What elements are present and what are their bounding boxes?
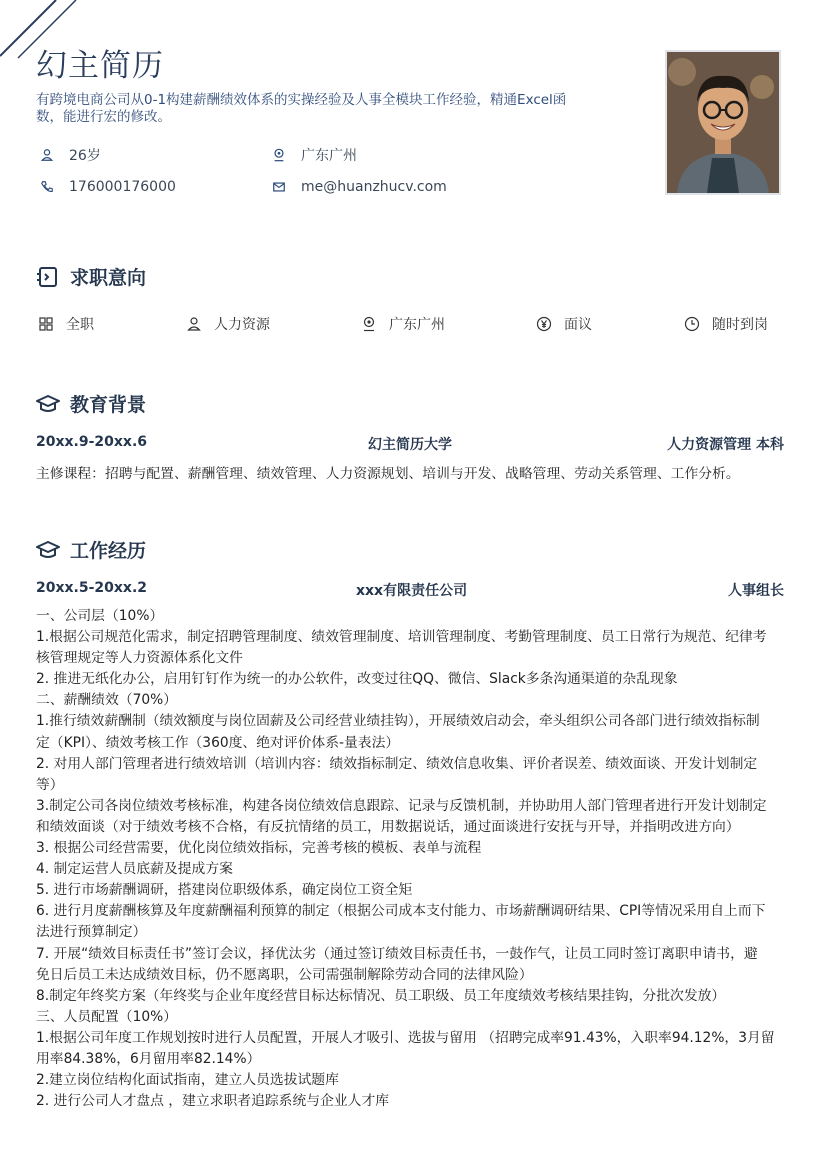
work-line: 2. 推进无纸化办公，启用钉钉作为统一的办公软件，改变过往QQ、微信、Slack多条沟通渠道的杂乱现象 (36, 671, 678, 688)
education-heading: 教育背景 (70, 394, 147, 416)
work-line: 免日后员工未达成绩效目标，仍不愿离职，公司需强制解除劳动合同的法律风险） (36, 966, 533, 983)
intent-item-city (361, 314, 445, 334)
work-description (36, 606, 784, 1112)
intent-heading: 求职意向 (70, 267, 147, 289)
work-line: 7. 开展“绩效目标责任书”签订会议，择优汰劣（通过签订绩效目标责任书，一鼓作气，让员工同时签订离职申请书，避 (36, 945, 758, 962)
location-pin-icon (272, 148, 286, 162)
intent-position-label: 人力资源 (214, 317, 270, 333)
section-work-title (36, 536, 146, 563)
work-line: 2.建立岗位结构化面试指南，建立人员选拔试题库 (36, 1072, 339, 1089)
clock-icon (684, 316, 700, 332)
email-info (272, 179, 447, 195)
work-line: 3. 根据公司经营需要，优化岗位绩效指标，完善考核的模板、表单与流程 (36, 840, 482, 857)
resume-name: 幻主简历 (36, 48, 164, 84)
work-line: 1.推行绩效薪酬制（绩效额度与岗位固薪及公司经营业绩挂钩），开展绩效启动会，牵头组织公司各部门进行绩效指标制 (36, 713, 760, 730)
section-education-title (36, 390, 146, 417)
work-position: 人事组长 (728, 583, 784, 599)
intent-job-type-label: 全职 (66, 317, 94, 333)
person-icon (40, 148, 54, 162)
phone-info (40, 179, 176, 195)
work-line: 6. 进行月度薪酬核算及年度薪酬福利预算的制定（根据公司成本支付能力、市场薪酬调研结果、CPI等情况采用自上而下 (36, 903, 766, 920)
graduation-cap-icon (36, 538, 60, 562)
email-value: me@huanzhucv.com (301, 179, 447, 195)
work-line: 法进行预算制定） (36, 924, 147, 941)
work-line: 和绩效面谈（对于绩效考核不合格，有反抗情绪的员工，用数据说话，通过面谈进行安抚与开导，并指明改进方向） (36, 818, 740, 835)
phone-value: 176000176000 (69, 179, 176, 195)
profile-photo (665, 50, 781, 195)
intent-availability-label: 随时到岗 (712, 317, 768, 333)
work-company: xxx有限责任公司 (356, 583, 468, 599)
work-line: 5. 进行市场薪酬调研，搭建岗位职级体系，确定岗位工资全矩 (36, 882, 413, 899)
portrait-icon (667, 52, 779, 193)
work-line: 等） (36, 776, 64, 793)
work-line: 二、薪酬绩效（70%） (36, 692, 178, 709)
education-major: 人力资源管理 本科 (667, 437, 784, 453)
work-heading: 工作经历 (70, 540, 147, 562)
work-line: 1.根据公司规范化需求，制定招聘管理制度、绩效管理制度、培训管理制度、考勤管理制度、员工日常行为规范、纪律考 (36, 629, 767, 646)
intent-item-position (186, 314, 270, 334)
education-courses: 主修课程：招聘与配置、薪酬管理、绩效管理、人力资源规划、培训与开发、战略管理、劳动关系管理、工作分析。 (36, 466, 740, 482)
intent-item-salary (536, 314, 592, 334)
work-line: 8.制定年终奖方案（年终奖与企业年度经营目标达标情况、员工职级、员工年度绩效考核结果挂钩，分批次发放） (36, 987, 726, 1004)
location-info (272, 145, 357, 165)
intent-item-availability (684, 314, 768, 334)
intent-item-job-type (38, 314, 94, 334)
work-line: 1.根据公司年度工作规划按时进行人员配置，开展人才吸引、选拔与留用 （招聘完成率91.43%，入职率94.12%，3月留 (36, 1029, 775, 1046)
age-info (40, 145, 101, 165)
work-period: 20xx.5-20xx.2 (36, 580, 148, 596)
graduation-cap-icon (36, 392, 60, 416)
education-school: 幻主简历大学 (368, 437, 452, 453)
section-intent-title (36, 263, 146, 290)
intent-city-label: 广东广州 (389, 317, 445, 333)
work-line: 4. 制定运营人员底薪及提成方案 (36, 861, 233, 878)
grid-icon (38, 316, 54, 332)
work-line: 2. 对用人部门管理者进行绩效培训（培训内容：绩效指标制定、绩效信息收集、评价者误差、绩效面谈、开发计划制定 (36, 755, 758, 772)
yen-icon (536, 316, 552, 332)
profile-summary: 有跨境电商公司从0-1构建薪酬绩效体系的实操经验及人事全模块工作经验，精通Excel函数，能进行宏的修改。 (36, 92, 567, 125)
work-line: 三、人员配置（10%） (36, 1008, 178, 1025)
person-icon (186, 316, 202, 332)
work-line: 一、公司层（10%） (36, 608, 164, 624)
work-row (36, 580, 784, 598)
age-value: 26岁 (69, 148, 101, 164)
work-line: 用率84.38%，6月留用率82.14%） (36, 1050, 261, 1067)
location-value: 广东广州 (301, 148, 357, 164)
education-period: 20xx.9-20xx.6 (36, 434, 148, 450)
briefcase-icon (36, 265, 60, 289)
intent-salary-label: 面议 (564, 317, 592, 333)
work-line: 定（KPI）、绩效考核工作（360度、绝对评价体系-量表法） (36, 734, 400, 751)
phone-icon (40, 180, 54, 194)
location-pin-icon (361, 316, 377, 332)
work-line: 核管理规定等人力资源体系化文件 (36, 650, 243, 667)
work-line: 2. 进行公司人才盘点 ，建立求职者追踪系统与企业人才库 (36, 1093, 390, 1110)
education-row (36, 434, 784, 452)
mail-icon (272, 180, 286, 194)
work-line: 3.制定公司各岗位绩效考核标准，构建各岗位绩效信息跟踪、记录与反馈机制，并协助用人部门管理者进行开发计划制定 (36, 797, 767, 814)
